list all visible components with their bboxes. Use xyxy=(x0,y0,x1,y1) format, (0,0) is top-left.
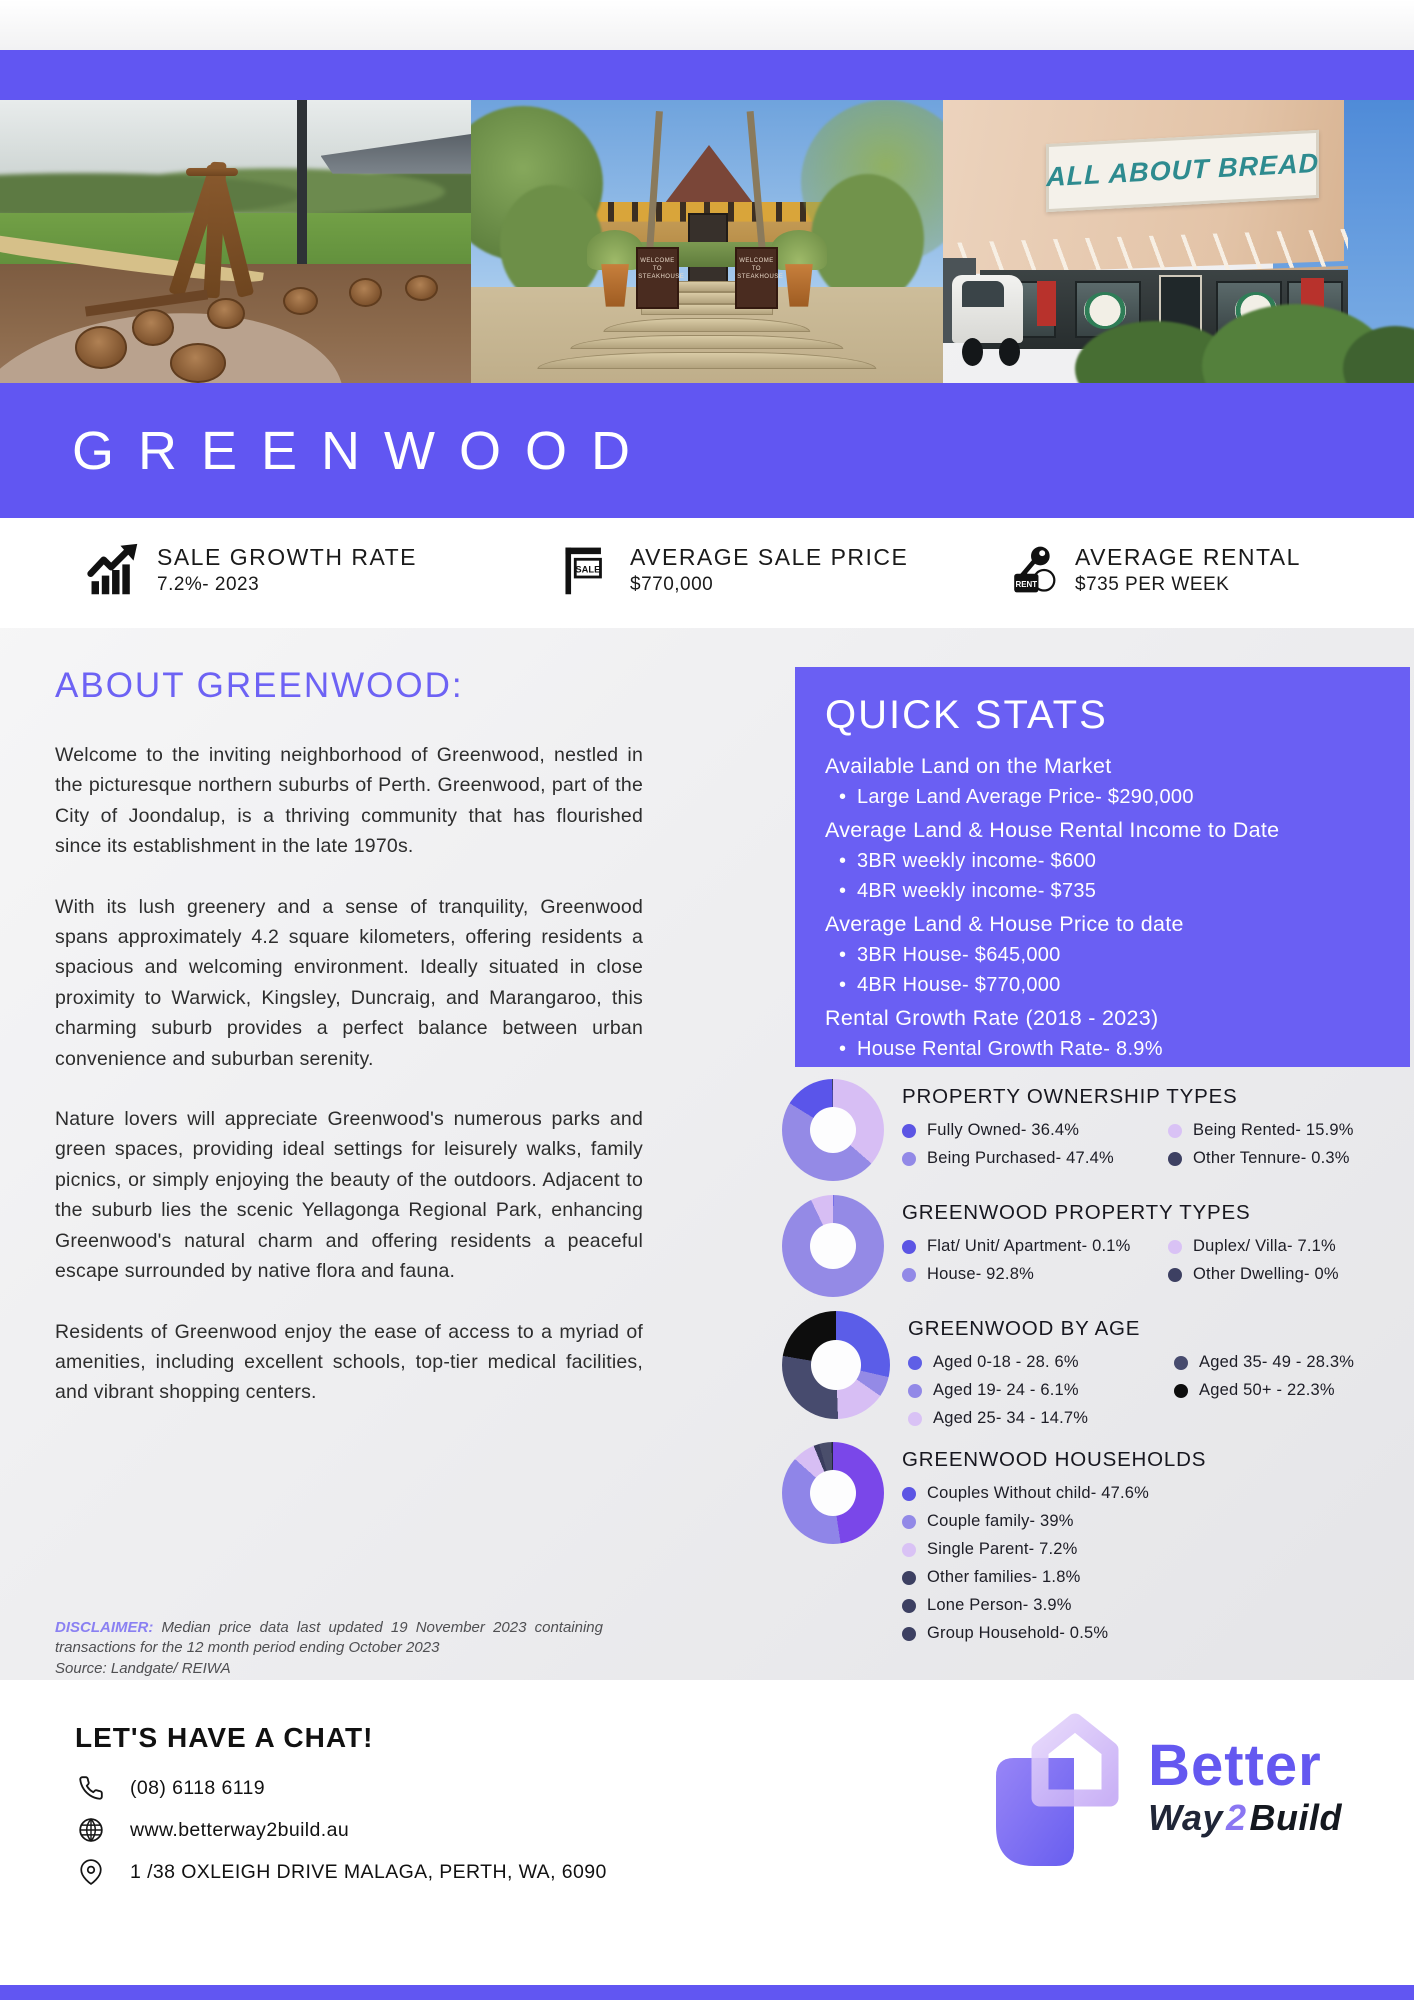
phone-number: (08) 6118 6119 xyxy=(130,1776,265,1799)
legend-column xyxy=(908,1353,1160,1428)
log-stump xyxy=(283,287,318,315)
quick-stats-bullet: • 3BR weekly income- $600 xyxy=(839,850,1382,873)
about-section xyxy=(55,666,643,1438)
legend-item xyxy=(908,1353,1160,1372)
legend-dot xyxy=(1174,1356,1188,1370)
quick-stats-section-heading: Average Land & House Rental Income to Date xyxy=(825,818,1280,842)
chart-body xyxy=(902,1195,1408,1284)
legend-label: Other families- 1.8% xyxy=(927,1568,1081,1586)
legend-item xyxy=(1174,1381,1414,1400)
legend-label: Other Tennure- 0.3% xyxy=(1193,1149,1350,1167)
truck-wheel xyxy=(999,338,1020,366)
chart-title: PROPERTY OWNERSHIP TYPES xyxy=(902,1085,1238,1108)
legend-dot xyxy=(1168,1152,1182,1166)
legend-label: Aged 19- 24 - 6.1% xyxy=(933,1381,1079,1399)
house-logo-icon xyxy=(974,1698,1142,1878)
legend-dot xyxy=(902,1543,916,1557)
chart-legend xyxy=(902,1121,1408,1168)
quick-stats-bullet: • House Rental Growth Rate- 8.9% xyxy=(839,1038,1382,1061)
legend-dot xyxy=(902,1240,916,1254)
legend-item xyxy=(1168,1121,1408,1140)
suburb-title: GREENWOOD xyxy=(72,420,655,481)
donut-chart xyxy=(782,1195,884,1297)
legend-item xyxy=(902,1596,1154,1615)
disclaimer-label: DISCLAIMER: xyxy=(55,1619,154,1636)
quick-stats-bullet-list xyxy=(825,786,1382,809)
about-paragraph: Nature lovers will appreciate Greenwood's numerous parks and green spaces, providing ideal settings for leisurely walks, family picnics, or simply enjoying the beauty of the outdoors. Adjacent to the suburb lies the scenic Yellagonga Regional Park, enhancing Greenwood's natural charm and offering residents a peaceful escape surrounded by native flora and fauna. xyxy=(55,1108,643,1283)
stat-label: AVERAGE SALE PRICE xyxy=(630,544,909,570)
legend-item xyxy=(902,1149,1154,1168)
tree xyxy=(811,174,924,304)
street-address: 1 /38 OXLEIGH DRIVE MALAGA, PERTH, WA, 6090 xyxy=(130,1860,607,1883)
top-purple-bar xyxy=(0,50,1414,100)
light-pole xyxy=(297,100,307,275)
legend-label: Being Rented- 15.9% xyxy=(1193,1121,1354,1139)
legend-dot xyxy=(908,1356,922,1370)
legend-label: Group Household- 0.5% xyxy=(927,1624,1109,1642)
legend-label: Other Dwelling- 0% xyxy=(1193,1265,1339,1283)
about-paragraph: Residents of Greenwood enjoy the ease of access to a myriad of amenities, including excellent schools, top-tier medical facilities, and vibrant shopping centers. xyxy=(55,1320,643,1404)
legend-label: Single Parent- 7.2% xyxy=(927,1540,1078,1558)
key-stats-row xyxy=(0,518,1414,628)
legend-dot xyxy=(902,1515,916,1529)
top-margin xyxy=(0,0,1414,50)
chart-legend xyxy=(908,1353,1414,1428)
legend-label: Fully Owned- 36.4% xyxy=(927,1121,1080,1139)
truck-window xyxy=(962,281,1004,306)
svg-text:RENT: RENT xyxy=(1015,579,1038,589)
disclaimer xyxy=(55,1618,603,1679)
about-paragraph: Welcome to the inviting neighborhood of Greenwood, nestled in the picturesque northern suburbs of Perth. Greenwood, part of the City of Joondalup, is a thriving community that has flourished since its establishment in the late 1970s. xyxy=(55,744,643,858)
log-stump xyxy=(170,343,227,383)
legend-dot xyxy=(1174,1384,1188,1398)
donut-chart xyxy=(782,1311,890,1419)
disclaimer-text: Median price data last updated 19 November 2023 containing transactions for the 12 month period ending October 2023 xyxy=(55,1619,603,1656)
legend-item xyxy=(902,1512,1154,1531)
chart-legend xyxy=(902,1484,1206,1643)
chart-body xyxy=(902,1079,1408,1168)
footer xyxy=(0,1680,1414,1985)
legend-dot xyxy=(1168,1240,1182,1254)
legend-column xyxy=(902,1121,1154,1168)
legend-label: Duplex/ Villa- 7.1% xyxy=(1193,1237,1336,1255)
poster xyxy=(1037,281,1056,326)
legend-item xyxy=(902,1484,1154,1503)
company-logo xyxy=(974,1698,1342,1878)
legend-dot xyxy=(902,1627,916,1641)
chart-body xyxy=(908,1311,1414,1428)
shop-sign: ALL ABOUT BREAD xyxy=(1046,130,1319,212)
stat-value: 7.2%- 2023 xyxy=(157,574,260,595)
quick-stats-bullet: • 4BR weekly income- $735 xyxy=(839,880,1382,903)
sale-sign-icon xyxy=(558,542,614,598)
quick-stats-bullet-list xyxy=(825,1038,1382,1061)
welcome-sign: WELCOME TO STEAKHOUSE xyxy=(636,247,678,309)
legend-label: Couples Without child- 47.6% xyxy=(927,1484,1150,1502)
legend-item xyxy=(908,1409,1160,1428)
legend-dot xyxy=(908,1384,922,1398)
quick-stats-section-heading: Rental Growth Rate (2018 - 2023) xyxy=(825,1006,1159,1030)
quick-stats-title: QUICK STATS xyxy=(825,693,1108,737)
svg-text:SALE: SALE xyxy=(575,564,601,575)
legend-dot xyxy=(908,1412,922,1426)
legend-label: Lone Person- 3.9% xyxy=(927,1596,1072,1614)
website-url: www.betterway2build.au xyxy=(130,1818,350,1841)
legend-label: Being Purchased- 47.4% xyxy=(927,1149,1114,1167)
chart-title: GREENWOOD PROPERTY TYPES xyxy=(902,1201,1251,1224)
legend-dot xyxy=(902,1124,916,1138)
chart-title: GREENWOOD BY AGE xyxy=(908,1317,1141,1340)
quick-stats-section-heading: Available Land on the Market xyxy=(825,754,1112,778)
legend-column xyxy=(902,1237,1154,1284)
logo-way2build: Way2Build xyxy=(1148,1797,1342,1838)
stat-average-sale-price xyxy=(558,542,908,598)
log-stump xyxy=(75,326,127,368)
quick-stats-bullet-list xyxy=(825,944,1382,997)
suburb-title-band xyxy=(0,383,1414,518)
quick-stats-section-heading: Average Land & House Price to date xyxy=(825,912,1184,936)
stat-value: $735 PER WEEK xyxy=(1075,574,1230,595)
disclaimer-source: Source: Landgate/ REIWA xyxy=(55,1660,231,1677)
legend-column xyxy=(1168,1237,1408,1284)
potted-plant xyxy=(771,230,828,270)
log-stump xyxy=(349,278,382,306)
stat-value: $770,000 xyxy=(630,574,714,595)
globe-icon xyxy=(78,1817,104,1843)
legend-dot xyxy=(902,1487,916,1501)
legend-label: Flat/ Unit/ Apartment- 0.1% xyxy=(927,1237,1131,1255)
quick-stats-bullet-list xyxy=(825,850,1382,903)
legend-dot xyxy=(902,1152,916,1166)
legend-column xyxy=(1168,1121,1408,1168)
logo-better: Better xyxy=(1148,1733,1322,1798)
legend-column xyxy=(1174,1353,1414,1428)
legend-item xyxy=(1168,1265,1408,1284)
chart-body xyxy=(902,1442,1206,1643)
charts-section xyxy=(780,1079,1414,1643)
growth-chart-icon xyxy=(85,542,141,598)
contact-website xyxy=(78,1817,349,1843)
legend-item xyxy=(902,1265,1154,1284)
legend-dot xyxy=(902,1268,916,1282)
photo-strip xyxy=(0,100,1414,383)
photo-park-playground xyxy=(0,100,471,383)
quick-stats-bullet: • 4BR House- $770,000 xyxy=(839,974,1382,997)
stat-label: AVERAGE RENTAL xyxy=(1075,544,1301,570)
welcome-sign: WELCOME TO STEAKHOUSE xyxy=(735,247,777,309)
about-paragraph: With its lush greenery and a sense of tranquility, Greenwood spans approximately 4.2 square kilometers, offering residents a spacious and welcoming environment. Ideally situated in close proximity to Warwick, Kingsley, Duncraig, and Marangaroo, this charming suburb provides a perfect balance between urban convenience and suburban serenity. xyxy=(55,895,643,1070)
stat-average-rental xyxy=(1003,542,1301,598)
climbing-frame-top xyxy=(186,168,238,176)
chart-row xyxy=(780,1079,1414,1181)
phone-icon xyxy=(78,1775,104,1801)
quick-stats-sections xyxy=(825,754,1382,1061)
legend-item xyxy=(902,1568,1154,1587)
quick-stats-bullet: • 3BR House- $645,000 xyxy=(839,944,1382,967)
photo-steakhouse-entrance xyxy=(471,100,942,383)
bottom-purple-bar xyxy=(0,1985,1414,2000)
stat-sale-growth xyxy=(85,542,417,598)
chart-legend xyxy=(902,1237,1408,1284)
steakhouse-roof xyxy=(665,145,753,203)
legend-item xyxy=(1168,1149,1408,1168)
chart-row xyxy=(780,1311,1414,1428)
chart-row xyxy=(780,1195,1414,1297)
rent-key-icon xyxy=(1003,542,1059,598)
about-heading: ABOUT GREENWOOD: xyxy=(55,666,464,705)
legend-item xyxy=(1174,1353,1414,1372)
legend-item xyxy=(902,1237,1154,1256)
donut-chart xyxy=(782,1442,884,1544)
photo-bread-shop xyxy=(943,100,1414,383)
truck-wheel xyxy=(962,338,983,366)
legend-label: Couple family- 39% xyxy=(927,1512,1074,1530)
legend-column xyxy=(902,1484,1154,1643)
legend-item xyxy=(1168,1237,1408,1256)
legend-label: Aged 0-18 - 28. 6% xyxy=(933,1353,1079,1371)
logo-wordmark xyxy=(1148,1733,1342,1839)
chart-title: GREENWOOD HOUSEHOLDS xyxy=(902,1448,1207,1471)
main-content xyxy=(0,628,1414,1680)
footer-heading: LET'S HAVE A CHAT! xyxy=(75,1722,374,1753)
quick-stats-panel xyxy=(795,667,1410,1067)
chart-row xyxy=(780,1442,1414,1643)
legend-item xyxy=(902,1121,1154,1140)
map-pin-icon xyxy=(78,1859,104,1885)
right-column xyxy=(780,628,1414,1657)
legend-dot xyxy=(902,1599,916,1613)
legend-dot xyxy=(1168,1268,1182,1282)
legend-item xyxy=(908,1381,1160,1400)
legend-label: Aged 35- 49 - 28.3% xyxy=(1199,1353,1355,1371)
potted-plant xyxy=(587,230,644,270)
legend-label: Aged 25- 34 - 14.7% xyxy=(933,1409,1089,1427)
contact-phone xyxy=(78,1775,265,1801)
legend-label: House- 92.8% xyxy=(927,1265,1034,1283)
about-paragraphs xyxy=(55,740,643,1408)
contact-address xyxy=(78,1859,607,1885)
stat-label: SALE GROWTH RATE xyxy=(157,544,417,570)
log-stump xyxy=(405,275,438,300)
quick-stats-bullet: • Large Land Average Price- $290,000 xyxy=(839,786,1382,809)
donut-chart xyxy=(782,1079,884,1181)
legend-item xyxy=(902,1624,1154,1643)
legend-label: Aged 50+ - 22.3% xyxy=(1199,1381,1335,1399)
legend-dot xyxy=(902,1571,916,1585)
legend-dot xyxy=(1168,1124,1182,1138)
legend-item xyxy=(902,1540,1154,1559)
